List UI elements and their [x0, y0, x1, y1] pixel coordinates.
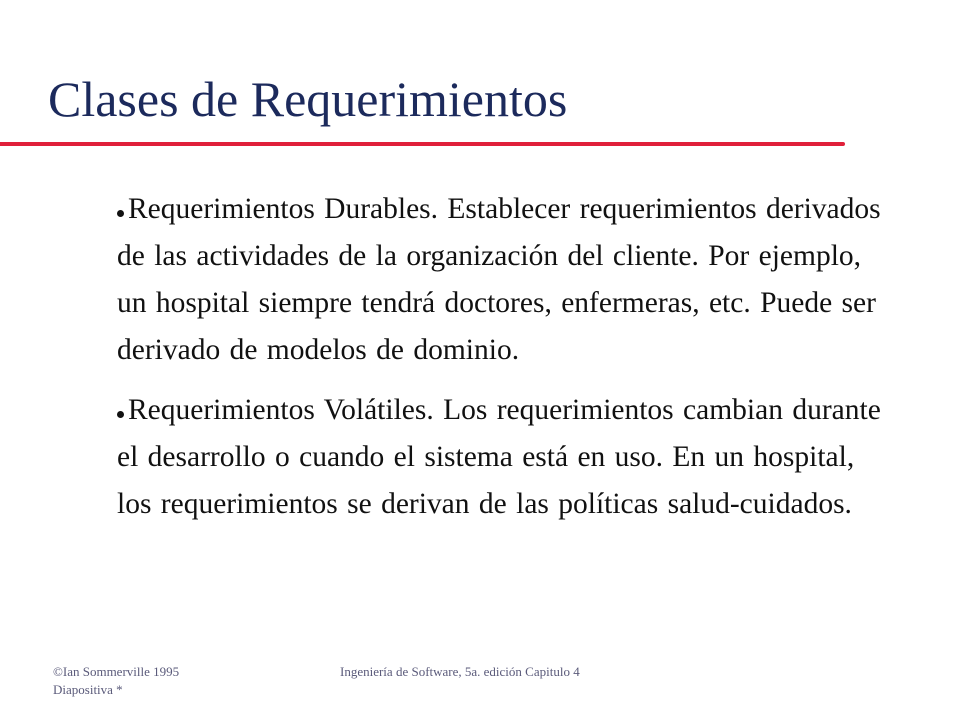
title-underline	[0, 142, 845, 146]
bullet-dot-icon	[117, 210, 124, 217]
slide-title: Clases de Requerimientos	[48, 71, 568, 127]
footer-left	[53, 663, 179, 699]
bullet-item-volatiles	[117, 387, 887, 528]
bullet-text: Requerimientos Durables. Establecer requerimientos derivados de las actividades de la organización del cliente. Por ejemplo, un hospital siempre tendrá doctores, enfermeras, etc. Puede ser derivado de modelos de dominio.	[117, 193, 881, 366]
bullet-item-durables	[117, 186, 887, 374]
bullet-dot-icon	[117, 411, 124, 418]
footer-slide-label: Diapositiva *	[53, 682, 123, 697]
footer-copyright: ©Ian Sommerville 1995	[53, 664, 180, 679]
bullet-list	[117, 186, 887, 541]
footer-book-info: Ingeniería de Software, 5a. edición Capitulo 4	[340, 664, 580, 679]
bullet-text: Requerimientos Volátiles. Los requerimientos cambian durante el desarrollo o cuando el sistema está en uso. En un hospital, los requerimientos se derivan de las políticas salud-cuidados.	[117, 394, 881, 520]
